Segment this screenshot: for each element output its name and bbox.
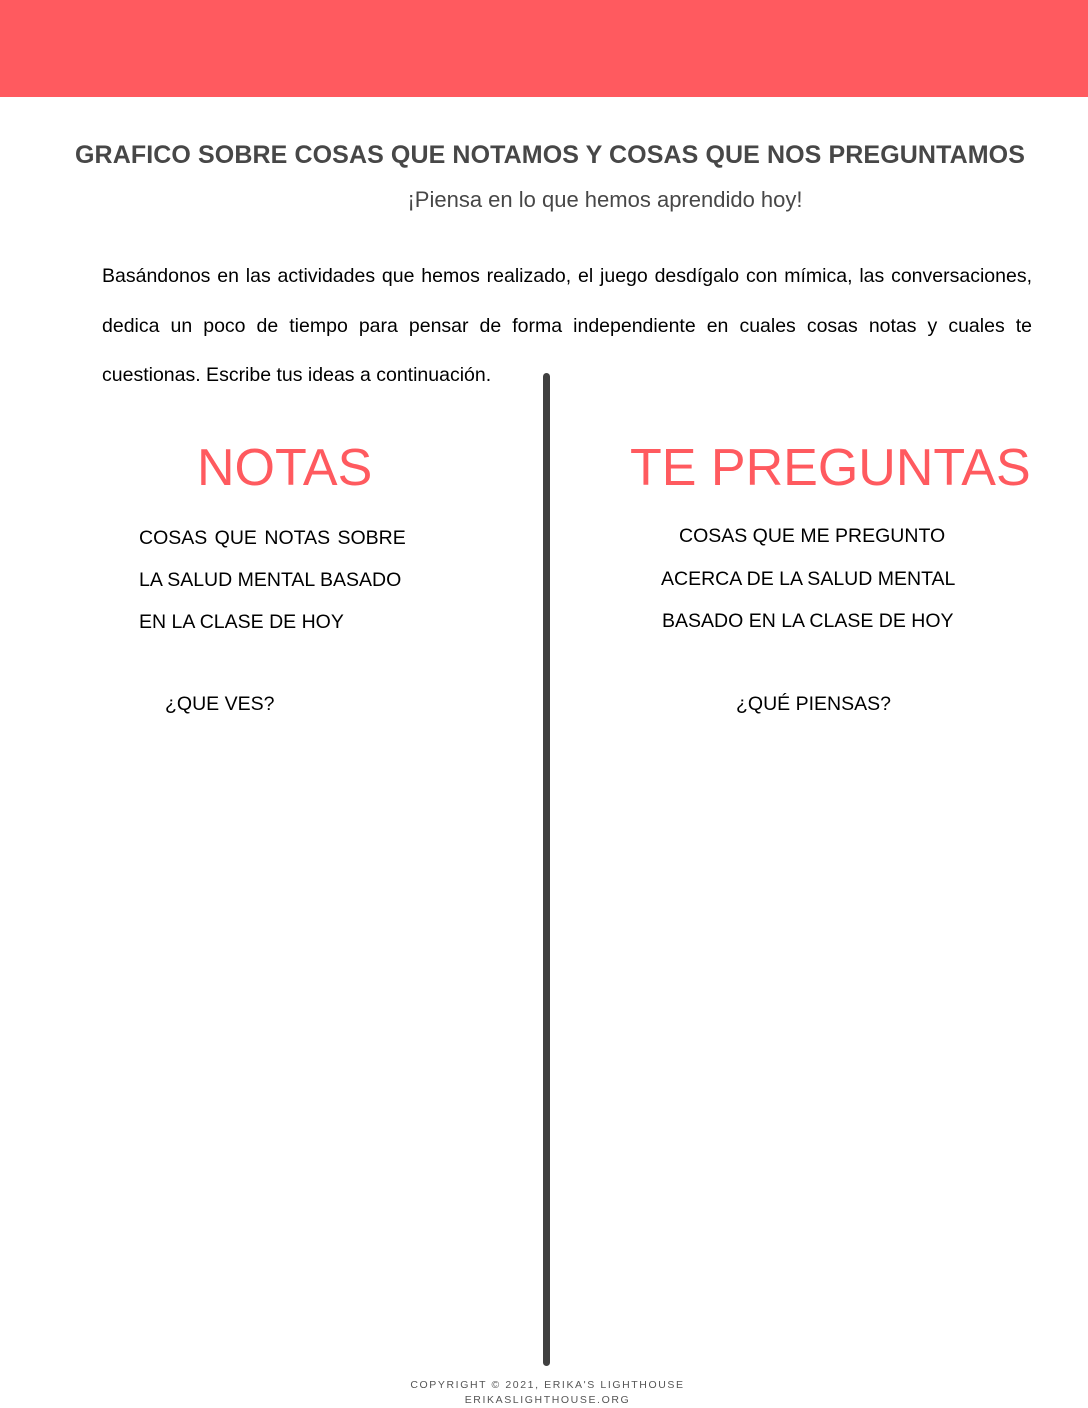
preguntas-question: ¿QUÉ PIENSAS?	[736, 693, 891, 715]
website-text: ERIKASLIGHTHOUSE.ORG	[464, 1394, 631, 1406]
notas-prompt-line-3: EN LA CLASE DE HOY	[139, 611, 344, 633]
preguntas-prompt-line-2: ACERCA DE LA SALUD MENTAL	[661, 568, 956, 590]
notas-question: ¿QUE VES?	[165, 693, 275, 715]
instructions-paragraph: Basándonos en las actividades que hemos realizado, el juego desdígalo con mímica, las conversaciones, dedica un poco de tiempo para pensar de forma independiente en cuales cosas notas y cuales te cuestionas. Escribe tus ideas a continuación.	[102, 265, 1032, 386]
preguntas-prompt-line-1: COSAS QUE ME PREGUNTO	[679, 525, 946, 547]
copyright-text: COPYRIGHT © 2021, ERIKA'S LIGHTHOUSE	[410, 1379, 685, 1391]
te-preguntas-heading: TE PREGUNTAS	[630, 439, 1031, 497]
notas-prompt-line-2: LA SALUD MENTAL BASADO	[139, 569, 402, 591]
page-subtitle: ¡Piensa en lo que hemos aprendido hoy!	[407, 187, 803, 212]
notas-prompt-line-1: COSAS QUE NOTAS SOBRE	[139, 527, 406, 549]
column-divider	[543, 373, 550, 1366]
preguntas-prompt-line-3: BASADO EN LA CLASE DE HOY	[662, 610, 954, 632]
notas-heading: NOTAS	[197, 439, 373, 497]
top-color-band	[0, 0, 1088, 97]
page-title: GRAFICO SOBRE COSAS QUE NOTAMOS Y COSAS QUE NOS PREGUNTAMOS	[75, 141, 1025, 169]
